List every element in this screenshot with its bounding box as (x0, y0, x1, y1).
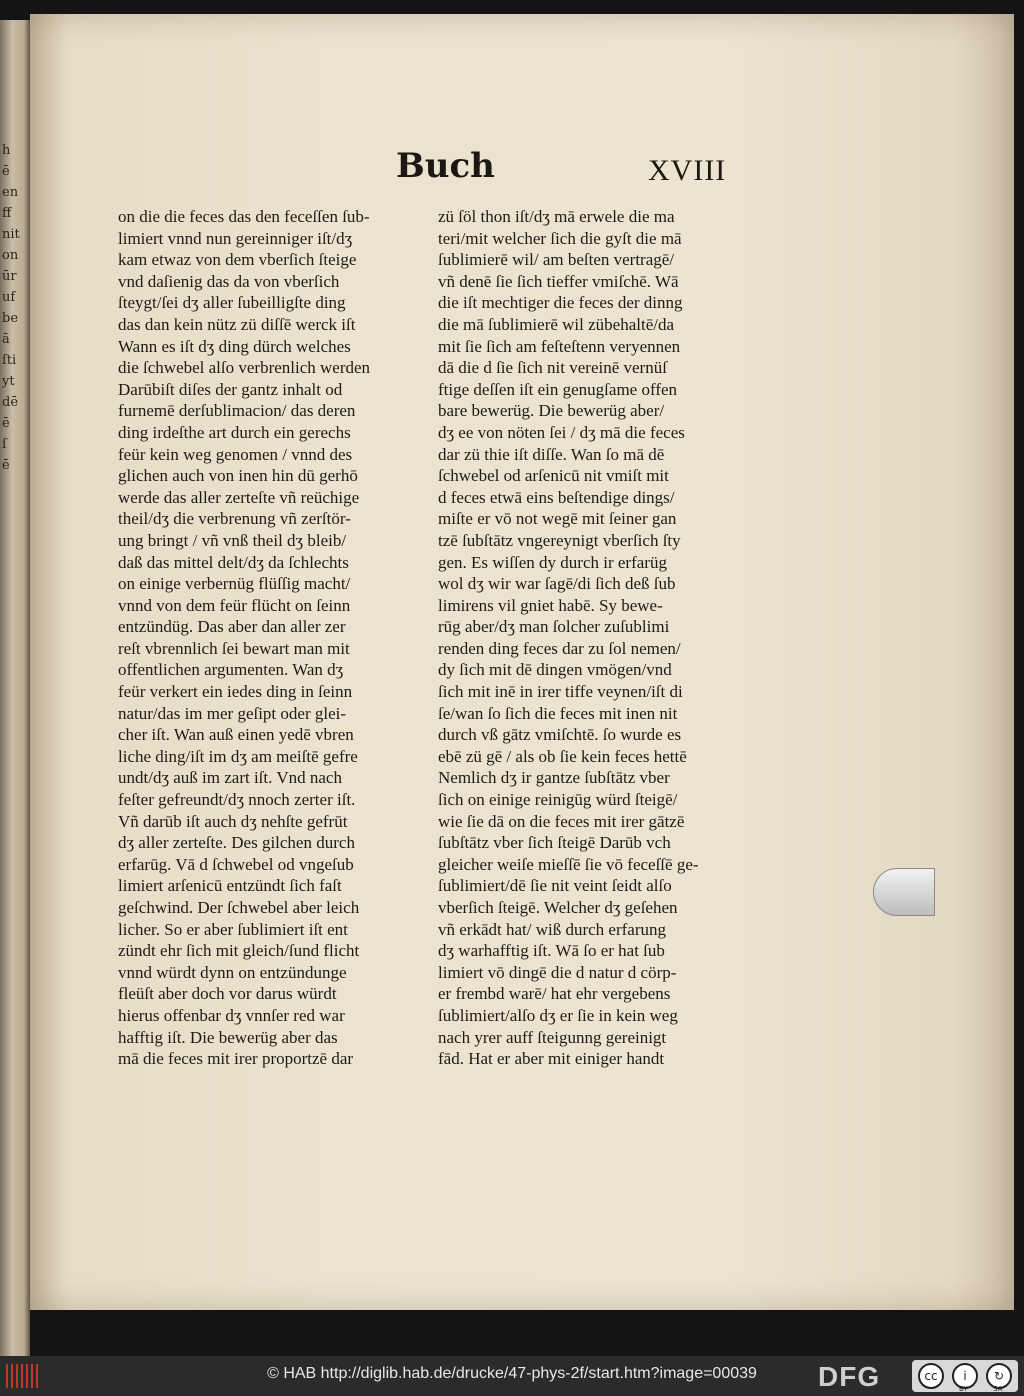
text-line: rūg aber/dʒ man ſolcher zuſublimi (438, 617, 670, 637)
text-line: mā die feces mit irer proportzē dar (118, 1049, 354, 1069)
text-line: furnemē derſublimacion/ das deren (118, 401, 356, 421)
text-line: on einige verbernüg flüſſig macht/ (118, 574, 351, 594)
cc-license-badge[interactable] (912, 1360, 1018, 1392)
text-line: ebē zü gē / als ob ſie kein feces hettē (438, 746, 687, 766)
text-line: h (2, 143, 11, 158)
running-head-title: Buch (396, 146, 495, 186)
text-line: ſti (2, 353, 17, 368)
text-line: ſteygt/ſei dʒ aller ſubeilligſte ding (118, 293, 346, 313)
text-line: en (2, 185, 19, 200)
text-line: Vñ darūb iſt auch dʒ nehſte gefrūt (118, 811, 348, 831)
text-line: feür kein weg genomen / vnnd des (118, 444, 353, 464)
text-line: cher iſt. Wan auß einen yedē vbren (118, 725, 354, 745)
text-line: ſubſtātz vber ſich ſteigē Darūb vch (438, 833, 671, 853)
text-line: ſich mit inē in irer tiffe veynen/iſt di (438, 682, 683, 702)
text-line: tzē ſubſtātz vngereynigt vberſich ſty (438, 530, 681, 550)
text-line: bare bewerüg. Die bewerüg aber/ (438, 401, 665, 421)
text-line: undt/dʒ auß im zart iſt. Vnd nach (118, 768, 342, 788)
text-line: das dan kein nütz zü diſſē werck iſt (118, 314, 356, 334)
text-line: ſ (2, 437, 7, 452)
text-column-right (438, 206, 738, 1070)
text-line: dā die d ſie ſich nit vereinē vernüſ (438, 358, 667, 378)
text-line: durch vß gātz vmiſchtē. ſo wurde es (438, 725, 682, 745)
text-line: mit ſie ſich am feſteſtenn veryennen (438, 336, 681, 356)
left-page-edge (0, 20, 30, 1356)
cc-icon: cc (918, 1363, 944, 1389)
text-line: entzündüg. Das aber dan aller zer (118, 617, 346, 637)
text-line: vnnd von dem feür flücht on ſeinn (118, 595, 351, 615)
text-line: kam etwaz von dem vberſich ſteige (118, 250, 357, 270)
text-line: erfarūg. Vā d ſchwebel od vngeſub (118, 854, 354, 874)
license-by-label: BY (959, 1385, 968, 1393)
text-line: ſublimiert/dē ſie nit veint ſeidt alſo (438, 876, 672, 896)
text-line: on die die feces das den feceſſen ſub- (118, 207, 370, 226)
text-line: feür verkert ein iedes ding in ſeinn (118, 682, 353, 702)
text-column-left (118, 206, 426, 1070)
text-line: reſt vbrennlich ſei bewart man mit (118, 638, 350, 658)
text-line: vberſich ſteigē. Welcher dʒ geſehen (438, 898, 678, 917)
text-line: werde das aller zerteſte vñ reüchige (118, 487, 360, 507)
dfg-logo: DFG (818, 1361, 881, 1392)
text-line: hierus offenbar dʒ vnnſer red war (118, 1005, 345, 1025)
text-line: Darūbiſt diſes der gantz inhalt od (118, 379, 343, 399)
text-line: dar zü thie iſt diſſe. Wan ſo mā dē (438, 444, 665, 464)
text-line: vnd daſienig das da von vberſich (118, 271, 340, 291)
text-line: hafftig iſt. Die bewerüg aber das (118, 1027, 338, 1047)
text-line: dʒ ee von nöten ſei / dʒ mā die feces (438, 422, 685, 442)
text-line: liche ding/iſt im dʒ am meiſtē gefre (118, 746, 358, 766)
text-line: licher. So er aber ſublimiert iſt ent (118, 919, 348, 939)
text-line: Nemlich dʒ ir gantze ſubſtātz vber (438, 768, 670, 788)
text-line: vñ denē ſie ſich tieffer vmiſchē. Wā (438, 271, 679, 291)
text-line: dʒ warhafftig iſt. Wā ſo er hat ſub (438, 941, 665, 961)
text-line: uf (2, 290, 16, 305)
text-line: on (2, 248, 19, 263)
text-line: ā (2, 332, 10, 347)
text-line: be (2, 311, 19, 326)
text-line: er frembd warē/ hat ehr vergebens (438, 984, 671, 1004)
text-line: limiert vō dingē die d natur d cörp- (438, 962, 677, 982)
text-line: miſte er vō not wegē mit ſeiner gan (438, 509, 677, 529)
folio-number: XVIII (648, 154, 727, 187)
text-line: dē (2, 395, 19, 410)
text-line: renden ding feces dar zu ſol nemen/ (438, 638, 681, 658)
text-line: fleüſt aber doch vor darus würdt (118, 984, 337, 1004)
text-line: limirens vil gniet habē. Sy bewe- (438, 595, 663, 615)
text-line: wol dʒ wir war ſagē/di ſich deß ſub (438, 574, 676, 594)
text-line: die mā ſublimierē wil zübehaltē/da (438, 314, 675, 334)
text-line: nach yrer auff ſteigunng gereinigt (438, 1027, 667, 1047)
text-line: limiert vnnd nun gereinniger iſt/dʒ (118, 228, 353, 248)
text-line: natur/das im mer geſipt oder glei- (118, 703, 347, 723)
text-line: ē (2, 164, 10, 179)
text-line: Wann es iſt dʒ ding dürch welches (118, 336, 351, 356)
share-alike-icon: ↻ (986, 1363, 1012, 1389)
text-line: glichen auch von inen hin dū gerhō (118, 466, 358, 486)
text-line: ſublimierē wil/ am beſten vertragē/ (438, 250, 675, 270)
text-line: gleicher weiſe mieſſē ſie vō feceſſē ge- (438, 854, 699, 874)
text-line: ē (2, 458, 10, 473)
text-line: vnnd würdt dynn on entzündunge (118, 962, 347, 982)
text-line: ding irdeſthe art durch ein gerechs (118, 422, 351, 442)
text-line: nit (2, 227, 20, 242)
text-line: yt (2, 374, 15, 389)
viewer-footer (0, 1356, 1024, 1396)
text-line: dy ſich mit dē dingen vmögen/vnd (438, 660, 672, 680)
text-line: ē (2, 416, 10, 431)
text-line: gen. Es wiſſen dy durch ir erfarüg (438, 552, 667, 572)
text-line: ſe/wan ſo ſich die feces mit inen nit (438, 703, 678, 723)
text-line: die iſt mechtiger die feces der dinng (438, 293, 683, 313)
text-line: limiert arſenicū entzündt ſich faſt (118, 876, 342, 896)
page-clip (873, 868, 935, 916)
text-line: theil/dʒ die verbrenung vñ zerſtör- (118, 509, 351, 529)
text-line: ftige deſſen iſt ein genugſame offen (438, 379, 678, 399)
text-line: vñ erkādt hat/ wiß durch erfarung (438, 919, 666, 939)
text-line: fād. Hat er aber mit einiger handt (438, 1049, 665, 1069)
text-line: geſchwind. Der ſchwebel aber leich (118, 898, 360, 917)
text-line: teri/mit welcher ſich die gyſt die mā (438, 228, 682, 248)
attribution-icon: i (952, 1363, 978, 1389)
text-line: ſchwebel od arſenicū nit vmiſt mit (438, 466, 669, 486)
license-sa-label: SA (993, 1385, 1003, 1393)
text-line: offentlichen argumenten. Wan dʒ (118, 660, 344, 680)
text-line: die ſchwebel alſo verbrenlich werden (118, 358, 371, 378)
text-line: dʒ aller zerteſte. Des gilchen durch (118, 833, 355, 853)
text-line: zündt ehr ſich mit gleich/ſund flicht (118, 941, 360, 961)
text-line: zü ſöl thon iſt/dʒ mā erwele die ma (438, 207, 675, 226)
text-line: ung bringt / vñ vnß theil dʒ bleib/ (118, 530, 347, 550)
left-margin-fragments (2, 140, 28, 476)
text-line: ſublimiert/alſo dʒ er ſie in kein weg (438, 1005, 678, 1025)
credit-link[interactable]: © HAB http://diglib.hab.de/drucke/47-phys-2f/start.htm?image=00039 (267, 1365, 757, 1382)
text-line: ff (2, 206, 12, 221)
text-line: feſter gefreundt/dʒ nnoch zerter iſt. (118, 790, 356, 810)
text-line: wie ſie dā on die feces mit irer gātzē (438, 811, 685, 831)
text-line: daß das mittel delt/dʒ da ſchlechts (118, 552, 349, 572)
text-line: d feces etwā eins beſtendige dings/ (438, 487, 675, 507)
text-line: ūr (2, 269, 17, 284)
text-line: ſich on einige reinigūg würd ſteigē/ (438, 790, 678, 810)
